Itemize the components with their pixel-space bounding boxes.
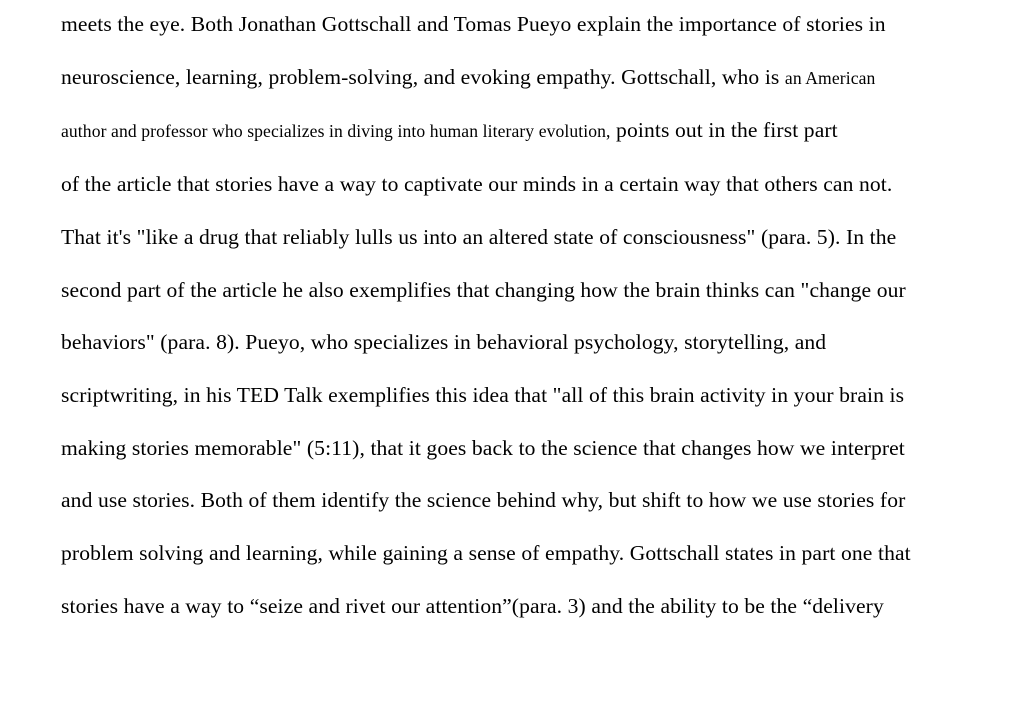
text-segment: behaviors" (para. 8). Pueyo, who specializes in behavioral psychology, storytelling, and bbox=[61, 330, 827, 355]
text-segment: problem solving and learning, while gaining a sense of empathy. Gottschall states in part one that bbox=[61, 541, 911, 566]
text-segment-small: an American bbox=[784, 67, 876, 88]
text-line bbox=[61, 104, 981, 158]
text-segment: and use stories. Both of them identify the science behind why, but shift to how we use stories for bbox=[61, 488, 906, 513]
text-line bbox=[61, 316, 981, 369]
text-segment: neuroscience, learning, problem-solving, and evoking empathy. Gottschall, who is bbox=[61, 64, 785, 89]
essay-paragraph bbox=[61, 0, 981, 632]
text-line bbox=[61, 369, 981, 422]
text-segment: second part of the article he also exemplifies that changing how the brain thinks can "change our bbox=[61, 277, 906, 302]
text-segment: stories have a way to “seize and rivet our attention”(para. 3) and the ability to be the “delivery bbox=[61, 593, 884, 618]
text-line bbox=[61, 264, 981, 317]
text-segment-small: author and professor who specializes in diving into human literary evolution, bbox=[61, 121, 611, 142]
text-line bbox=[61, 527, 981, 580]
text-line bbox=[61, 211, 981, 264]
text-line bbox=[61, 580, 981, 633]
text-line bbox=[61, 474, 981, 527]
text-segment: scriptwriting, in his TED Talk exemplifies this idea that "all of this brain activity in your brain is bbox=[61, 382, 905, 407]
text-segment: That it's "like a drug that reliably lulls us into an altered state of consciousness" (para. 5). In the bbox=[61, 224, 897, 249]
text-segment: making stories memorable" (5:11), that it goes back to the science that changes how we interpret bbox=[61, 435, 905, 460]
text-segment: meets the eye. Both Jonathan Gottschall and Tomas Pueyo explain the importance of stories in bbox=[61, 12, 886, 36]
text-line bbox=[61, 158, 981, 211]
text-line bbox=[61, 0, 981, 51]
text-segment: of the article that stories have a way to captivate our minds in a certain way that others can not. bbox=[61, 172, 893, 197]
text-line bbox=[61, 51, 981, 105]
text-line bbox=[61, 422, 981, 475]
text-segment: points out in the first part bbox=[610, 118, 838, 143]
